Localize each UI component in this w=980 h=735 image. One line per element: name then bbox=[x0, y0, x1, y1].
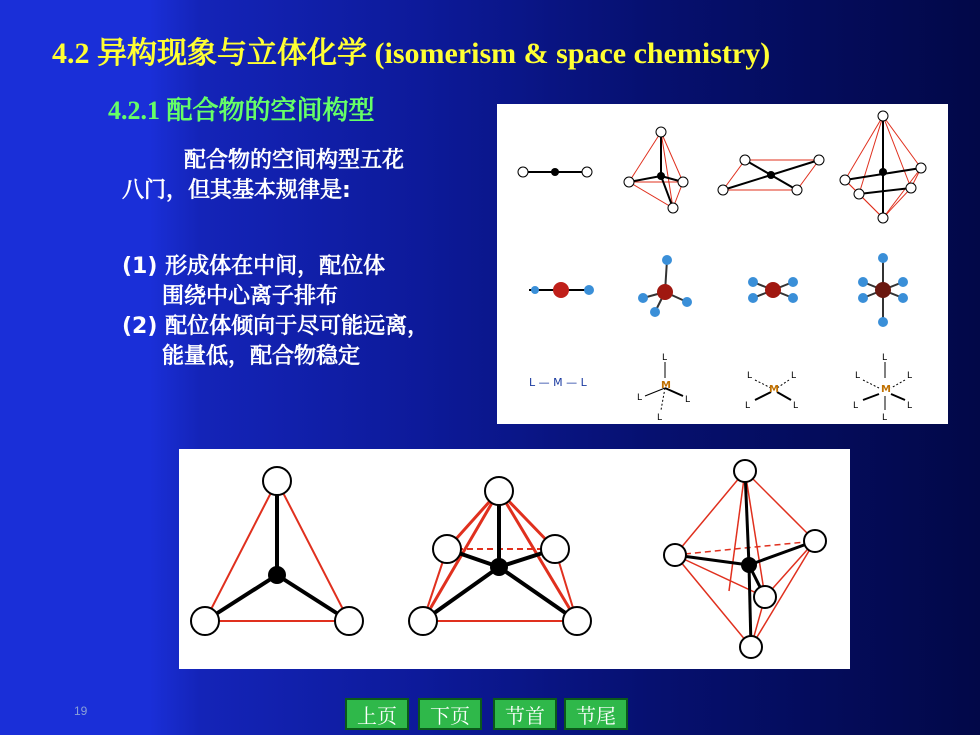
linear-ball-model bbox=[529, 282, 594, 298]
linear-formula bbox=[529, 376, 588, 389]
tetrahedral-skeleton bbox=[624, 127, 688, 213]
polyhedra-diagram bbox=[179, 449, 850, 669]
slide-title: 4.2 异构现象与立体化学 (isomerism & space chemistry) bbox=[52, 37, 771, 70]
square-ligand-tr: L bbox=[791, 371, 797, 381]
octahedral-ball-model bbox=[858, 253, 908, 327]
square-ligand-tl: L bbox=[747, 371, 753, 381]
geometry-diagram-panel bbox=[497, 104, 948, 424]
square-pyramid-drawing bbox=[409, 477, 591, 635]
square-metal-label: M bbox=[769, 384, 779, 395]
prev-page-label: 上页 bbox=[357, 703, 397, 728]
tetrahedral-formula bbox=[637, 353, 690, 423]
section-start-button[interactable] bbox=[493, 698, 557, 730]
linear-skeleton bbox=[518, 167, 592, 177]
tetrahedral-ligand-left: L bbox=[637, 393, 643, 403]
tetrahedral-ligand-right: L bbox=[685, 395, 691, 405]
intro-line-2: 八门，但其基本规律是: bbox=[122, 178, 351, 203]
square-ligand-br: L bbox=[793, 401, 799, 411]
intro-line-1: 配合物的空间构型五花 bbox=[184, 148, 405, 173]
tetrahedral-ligand-bottom: L bbox=[657, 413, 663, 423]
tetrahedron-drawing bbox=[191, 467, 363, 635]
section-end-button[interactable] bbox=[564, 698, 628, 730]
geometry-diagram bbox=[497, 104, 948, 424]
rules-text bbox=[122, 252, 492, 372]
tetrahedral-ball-model bbox=[638, 255, 692, 317]
prev-page-button[interactable] bbox=[345, 698, 409, 730]
rule-1-line-1: (1) 形成体在中间，配位体 bbox=[122, 254, 386, 279]
octahedral-ligand-bl: L bbox=[853, 401, 859, 411]
section-end-label: 节尾 bbox=[576, 703, 616, 728]
tetrahedral-metal-label: M bbox=[661, 380, 671, 391]
rule-1-line-2: 围绕中心离子排布 bbox=[162, 284, 339, 309]
square-planar-ball-model bbox=[748, 277, 798, 303]
rule-2-line-1: (2) 配位体倾向于尽可能远离， bbox=[122, 314, 430, 339]
octahedral-skeleton bbox=[840, 111, 926, 223]
octahedral-ligand-bottom: L bbox=[882, 413, 888, 423]
octahedral-formula bbox=[853, 353, 912, 423]
section-subtitle: 4.2.1 配合物的空间构型 bbox=[108, 96, 375, 125]
polyhedra-diagram-panel bbox=[179, 449, 850, 669]
square-ligand-bl: L bbox=[745, 401, 751, 411]
intro-text bbox=[122, 146, 482, 206]
octahedral-ligand-top: L bbox=[882, 353, 888, 363]
square-planar-skeleton bbox=[718, 155, 824, 195]
square-planar-formula bbox=[745, 371, 798, 411]
octahedron-drawing bbox=[664, 460, 826, 658]
next-page-button[interactable] bbox=[418, 698, 482, 730]
octahedral-ligand-tr: L bbox=[907, 371, 913, 381]
linear-formula-text: L — M — L bbox=[529, 376, 587, 389]
rule-2-line-2: 能量低，配合物稳定 bbox=[162, 344, 361, 369]
octahedral-metal-label: M bbox=[881, 384, 891, 395]
section-start-label: 节首 bbox=[505, 703, 545, 728]
page-number: 19 bbox=[74, 704, 88, 718]
tetrahedral-ligand-top: L bbox=[662, 353, 668, 363]
octahedral-ligand-tl: L bbox=[855, 371, 861, 381]
next-page-label: 下页 bbox=[430, 703, 470, 728]
octahedral-ligand-br: L bbox=[907, 401, 913, 411]
